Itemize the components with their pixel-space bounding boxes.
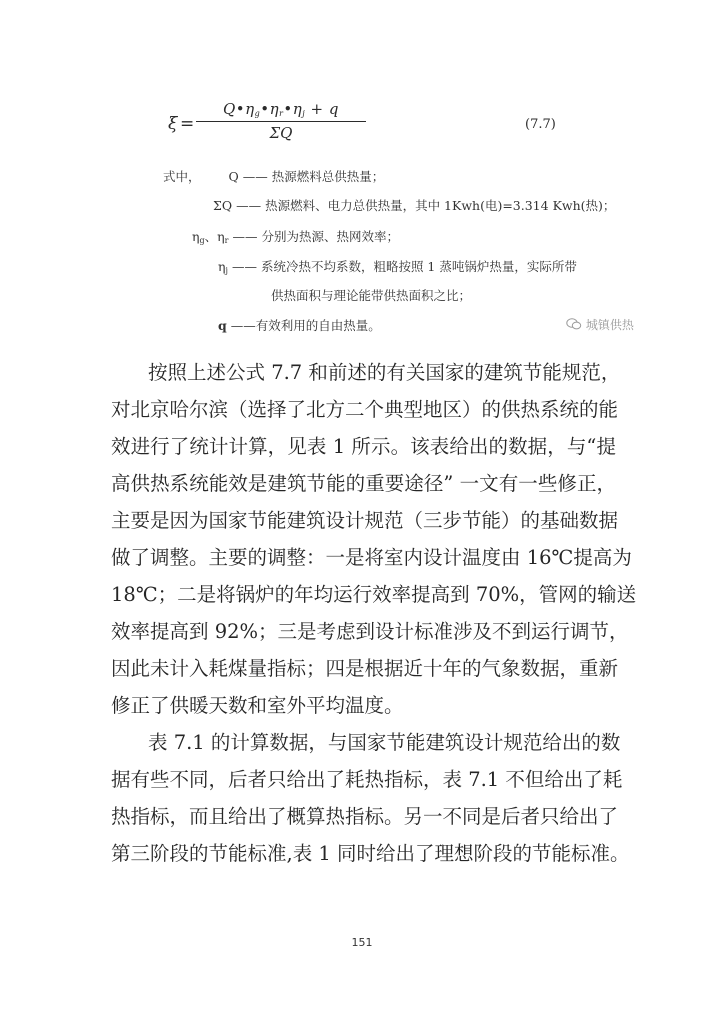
- def-symbol: Q: [228, 169, 239, 184]
- def-text: 热源燃料、电力总供热量，其中 1Kwh(电)=3.314 Kwh(热)；: [265, 198, 616, 213]
- def-text: 有效利用的自由热量。: [255, 318, 381, 333]
- paragraph-1-line: 因此未计入耗煤量指标；四是根据近十年的气象数据，重新: [111, 657, 619, 680]
- formula-lhs: ξ: [168, 114, 178, 134]
- def-symbol: ΣQ: [213, 198, 233, 213]
- paragraph-1-line: 18℃；二是将锅炉的年均运行效率提高到 70%，管网的输送: [111, 583, 637, 606]
- formula-denominator: ΣQ: [269, 124, 293, 142]
- formula-numerator: $Q•\eta_g•\eta_r•\eta_j + q$: [222, 100, 339, 118]
- paragraph-1-line: 高供热系统能效是建筑节能的重要途径” 一文有一些修正，: [111, 472, 616, 495]
- def-dash: ——: [242, 169, 268, 184]
- definitions-intro: 式中，: [163, 169, 201, 184]
- paragraph-2-line: 表 7.1 的计算数据，与国家节能建筑设计规范给出的数: [148, 731, 621, 754]
- equation-number: (7.7): [525, 117, 556, 132]
- definition-row-q-free: [218, 316, 381, 334]
- definition-row-sigma-q: [213, 196, 615, 214]
- definition-row-eta-g-r: $\eta_g$、$\eta_r$ —— 分别为热源、热网效率；: [192, 229, 399, 245]
- fraction-bar: [196, 121, 366, 122]
- paragraph-2-line: 第三阶段的节能标准,表 1 同时给出了理想阶段的节能标准。: [111, 842, 630, 865]
- def-symbol: q: [218, 318, 227, 333]
- paragraph-2-line: 热指标，而且给出了概算热指标。另一不同是后者只给出了: [111, 805, 619, 828]
- def-text: 热源燃料总供热量；: [271, 169, 385, 184]
- def-text: 供热面积与理论能带供热面积之比；: [271, 288, 472, 303]
- paragraph-1-line: 对北京哈尔滨（选择了北方二个典型地区）的供热系统的能: [111, 398, 619, 421]
- paragraph-1-line: 效率提高到 92%；三是考虑到设计标准涉及不到运行调节，: [111, 620, 629, 643]
- def-symbol: η: [218, 259, 226, 274]
- paragraph-1-line: 做了调整。主要的调整：一是将室内设计温度由 16℃提高为: [111, 546, 632, 569]
- definition-row-continued: [271, 286, 471, 304]
- definition-row-q: [163, 167, 384, 185]
- paragraph-2-line: 据有些不同，后者只给出了耗热指标，表 7.1 不但给出了耗: [111, 768, 623, 791]
- def-dash: ——: [231, 259, 257, 274]
- definition-row-eta-j: $\eta_j$ —— 系统冷热不均系数，粗略按照 1 蒸吨锅炉热量，实际所带: [218, 259, 577, 275]
- paragraph-1-line: 效进行了统计计算，见表 1 所示。该表给出的数据，与“提: [111, 435, 616, 458]
- formula-fraction: [196, 100, 366, 142]
- def-text: 分别为热源、热网效率；: [261, 229, 399, 244]
- def-dash: ——: [232, 229, 258, 244]
- def-dash: ——: [236, 198, 262, 213]
- watermark: [566, 316, 634, 333]
- formula-equals: =: [180, 114, 195, 134]
- watermark-text: 城镇供热: [585, 318, 634, 332]
- paragraph-1-line: 修正了供暖天数和室外平均温度。: [111, 694, 404, 717]
- def-symbol-2: η: [217, 229, 225, 244]
- paragraph-1-line: 按照上述公式 7.7 和前述的有关国家的建筑节能规范，: [148, 361, 621, 384]
- def-dash: ——: [230, 318, 256, 333]
- paragraph-1-line: 主要是因为国家节能建筑设计规范（三步节能）的基础数据: [111, 509, 619, 532]
- wechat-icon: [566, 318, 582, 330]
- page-number: 151: [351, 936, 373, 949]
- def-text: 系统冷热不均系数，粗略按照 1 蒸吨锅炉热量，实际所带: [260, 259, 577, 274]
- def-symbol: η: [192, 229, 200, 244]
